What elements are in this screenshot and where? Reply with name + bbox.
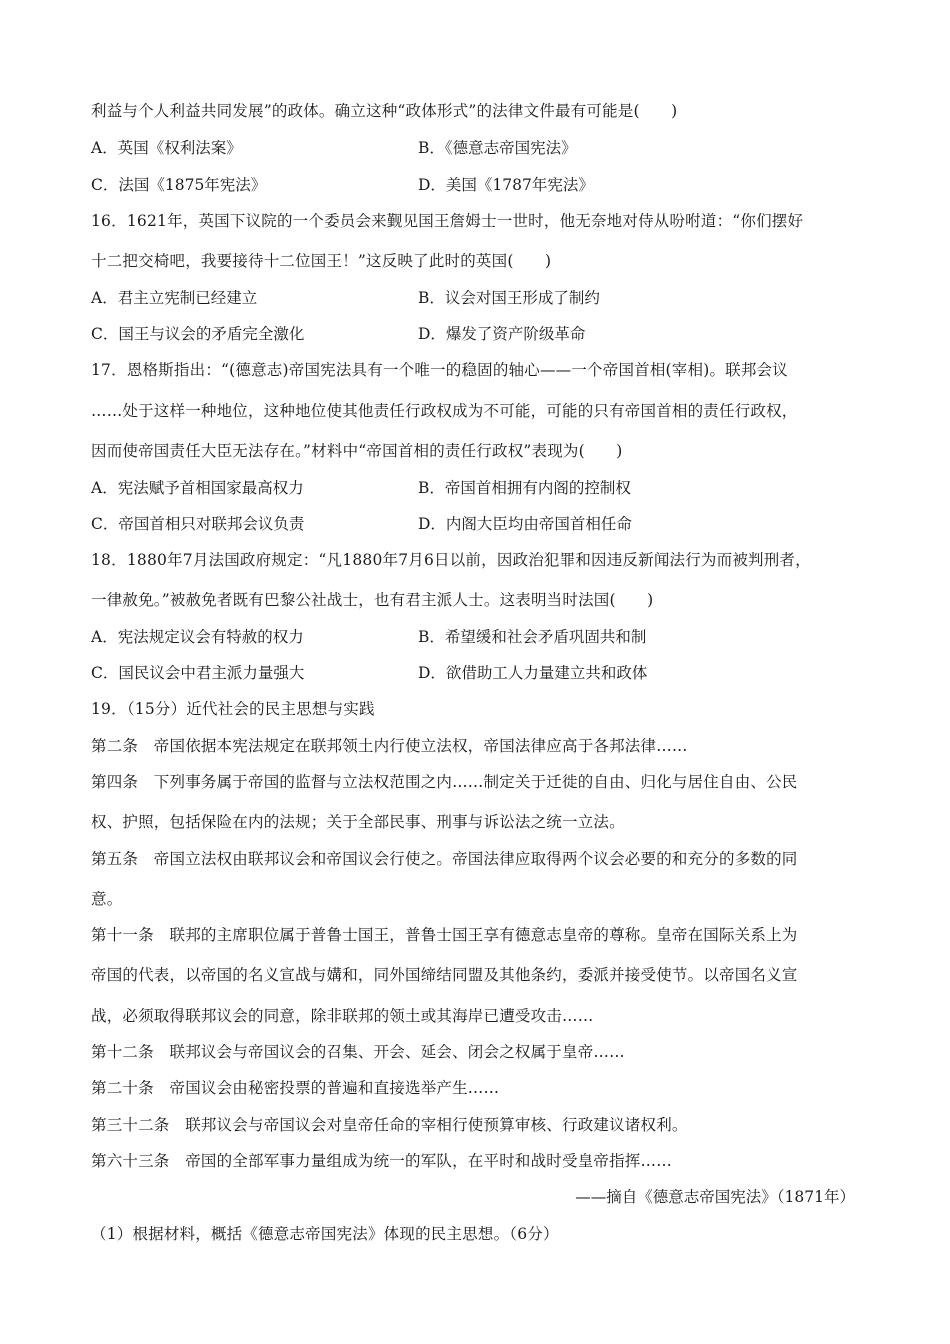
- q16-stem-line2: 十二把交椅吧，我要接待十二位国王！”这反映了此时的英国( ): [91, 252, 552, 270]
- q17-stem-line3: 因而使帝国责任大臣无法存在。”材料中“帝国首相的责任行政权”表现为( ): [91, 442, 623, 460]
- q17-stem-line2: ……处于这样一种地位，这种地位使其他责任行政权成为不可能，可能的只有帝国首相的责任行政权，: [91, 402, 798, 420]
- q19-article-4-line2: 权、护照，包括保险在内的法规；关于全部民事、刑事与诉讼法之统一立法。: [91, 813, 625, 831]
- q17-option-c: C．帝国首相只对联邦会议负责: [91, 515, 305, 533]
- q17-option-a: A．宪法赋予首相国家最高权力: [91, 479, 304, 497]
- q19-article-2: 第二条 帝国依据本宪法规定在联邦领土内行使立法权，帝国法律应高于各邦法律……: [91, 737, 688, 755]
- q19-article-11-line1: 第十一条 联邦的主席职位属于普鲁士国王，普鲁士国王享有德意志皇帝的尊称。皇帝在国际关系上为: [91, 926, 798, 944]
- q19-article-4-line1: 第四条 下列事务属于帝国的监督与立法权范围之内……制定关于迁徙的自由、归化与居住自由、公民: [91, 773, 798, 791]
- q18-stem-line1: 18．1880年7月法国政府规定：“凡1880年7月6日以前，因政治犯罪和因违反新闻法行为而被判刑者，: [91, 551, 811, 569]
- q19-article-20: 第二十条 帝国议会由秘密投票的普遍和直接选举产生……: [91, 1079, 500, 1097]
- q18-option-a: A．宪法规定议会有特赦的权力: [91, 628, 304, 646]
- q19-article-11-line2: 帝国的代表，以帝国的名义宣战与媾和，同外国缔结同盟及其他条约，委派并接受使节。以帝国名义宣: [91, 966, 798, 984]
- q17-option-d: D．内阁大臣均由帝国首相任命: [418, 515, 632, 533]
- q15-option-b: B．《德意志帝国宪法》: [418, 139, 577, 157]
- q19-subquestion-1: （1）根据材料，概括《德意志帝国宪法》体现的民主思想。（6分）: [91, 1225, 559, 1243]
- q16-option-d: D．爆发了资产阶级革命: [418, 325, 586, 343]
- q15-option-a: A．英国《权利法案》: [91, 139, 242, 157]
- q16-stem-line1: 16．1621年，英国下议院的一个委员会来觐见国王詹姆士一世时，他无奈地对侍从吩咐道：“你们摆好: [91, 212, 804, 230]
- q19-article-5-line1: 第五条 帝国立法权由联邦议会和帝国议会行使之。帝国法律应取得两个议会必要的和充分的多数的同: [91, 850, 798, 868]
- q19-source-citation: ——摘自《德意志帝国宪法》（1871年）: [575, 1188, 855, 1206]
- q17-option-b: B．帝国首相拥有内阁的控制权: [418, 479, 631, 497]
- q18-option-c: C．国民议会中君主派力量强大: [91, 664, 305, 682]
- q19-article-12: 第十二条 联邦议会与帝国议会的召集、开会、延会、闭会之权属于皇帝……: [91, 1043, 625, 1061]
- q18-stem-line2: 一律赦免。”被赦免者既有巴黎公社战士，也有君主派人士。这表明当时法国( ): [91, 591, 654, 609]
- q18-option-d: D．欲借助工人力量建立共和政体: [418, 664, 648, 682]
- q17-stem-line1: 17．恩格斯指出：“(德意志)帝国宪法具有一个唯一的稳固的轴心——一个帝国首相(宰相)。联邦会议: [91, 361, 788, 379]
- q19-article-11-line3: 战，必须取得联邦议会的同意，除非联邦的领土或其海岸已遭受攻击……: [91, 1007, 594, 1025]
- q19-article-32: 第三十二条 联邦议会与帝国议会对皇帝任命的宰相行使预算审核、行政建议诸权利。: [91, 1116, 688, 1134]
- q16-option-c: C．国王与议会的矛盾完全激化: [91, 325, 305, 343]
- q15-stem-tail: 利益与个人利益共同发展”的政体。确立这种“政体形式”的法律文件最有可能是( ): [91, 102, 678, 120]
- q19-article-63: 第六十三条 帝国的全部军事力量组成为统一的军队，在平时和战时受皇帝指挥……: [91, 1152, 672, 1170]
- q19-title: 19．（15分）近代社会的民主思想与实践: [91, 700, 375, 718]
- q19-article-5-line2: 意。: [91, 890, 123, 908]
- q16-option-b: B．议会对国王形成了制约: [418, 289, 600, 307]
- q18-option-b: B．希望缓和社会矛盾巩固共和制: [418, 628, 647, 646]
- q15-option-d: D．美国《1787年宪法》: [418, 176, 594, 194]
- q15-option-c: C．法国《1875年宪法》: [91, 176, 267, 194]
- q16-option-a: A．君主立宪制已经建立: [91, 289, 258, 307]
